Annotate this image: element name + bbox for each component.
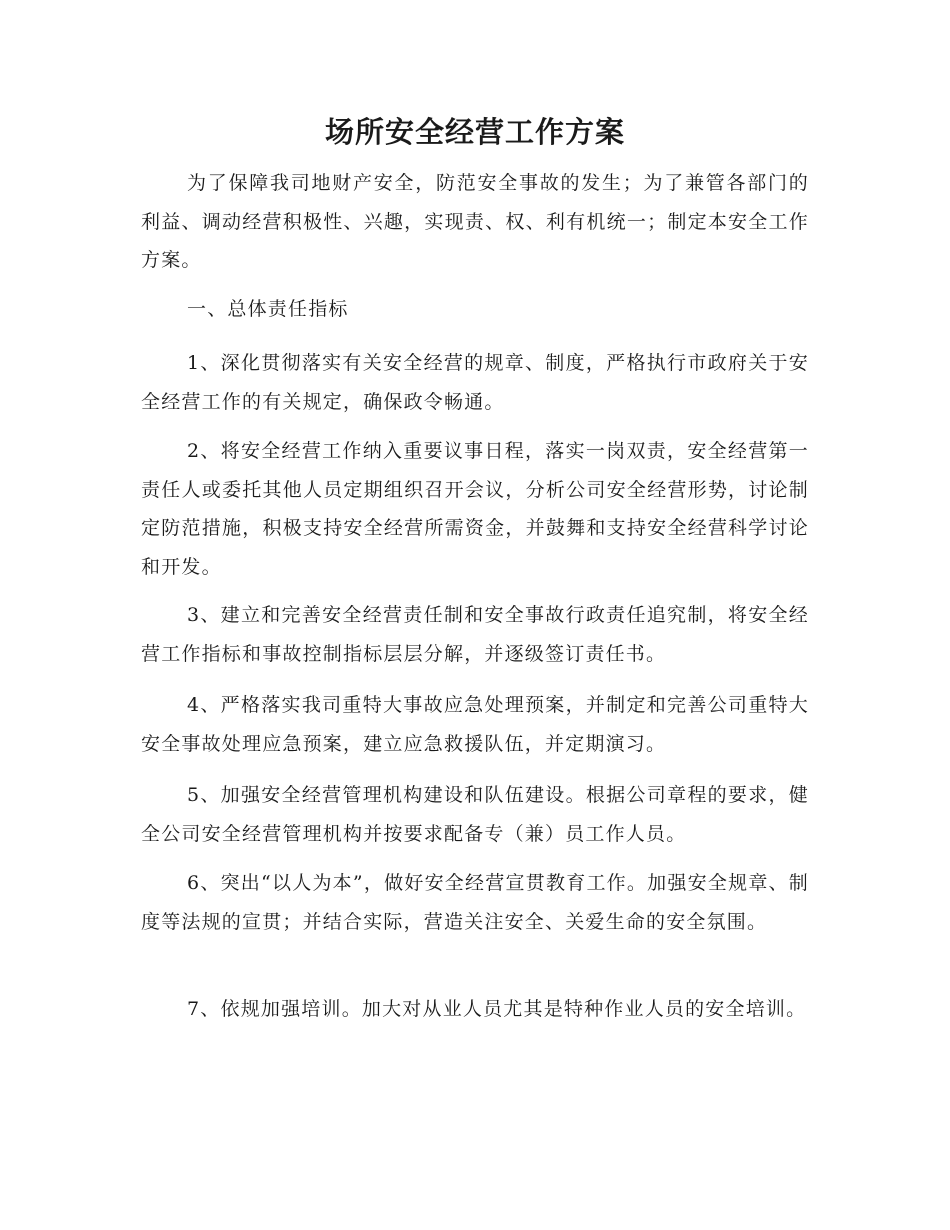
list-item-5: 5、加强安全经营管理机构建设和队伍建设。根据公司章程的要求，健全公司安全经营管理机构并按要求配备专（兼）员工作人员。 (141, 784, 809, 845)
list-item-2: 2、将安全经营工作纳入重要议事日程，落实一岗双责，安全经营第一责任人或委托其他人员定期组织召开会议，分析公司安全经营形势，讨论制定防范措施，积极支持安全经营所需资金，并鼓舞和支持安全经营科学讨论和开发。 (141, 440, 809, 578)
list-item-3: 3、建立和完善安全经营责任制和安全事故行政责任追究制，将安全经营工作指标和事故控制指标层层分解，并逐级签订责任书。 (141, 604, 809, 665)
list-item-6: 6、突出“以人为本”，做好安全经营宣贯教育工作。加强安全规章、制度等法规的宣贯；并结合实际，营造关注安全、关爱生命的安全氛围。 (141, 872, 809, 933)
document-title: 场所安全经营工作方案 (324, 115, 625, 149)
list-item-1: 1、深化贯彻落实有关安全经营的规章、制度，严格执行市政府关于安全经营工作的有关规定，确保政令畅通。 (141, 352, 809, 413)
intro-paragraph: 为了保障我司地财产安全，防范安全事故的发生；为了兼管各部门的利益、调动经营积极性、兴趣，实现责、权、利有机统一；制定本安全工作方案。 (141, 172, 809, 271)
list-item-4: 4、严格落实我司重特大事故应急处理预案，并制定和完善公司重特大安全事故处理应急预案，建立应急救援队伍，并定期演习。 (141, 694, 809, 755)
section-heading: 一、总体责任指标 (187, 298, 349, 320)
list-item-7: 7、依规加强培训。加大对从业人员尤其是特种作业人员的安全培训。 (187, 998, 807, 1020)
